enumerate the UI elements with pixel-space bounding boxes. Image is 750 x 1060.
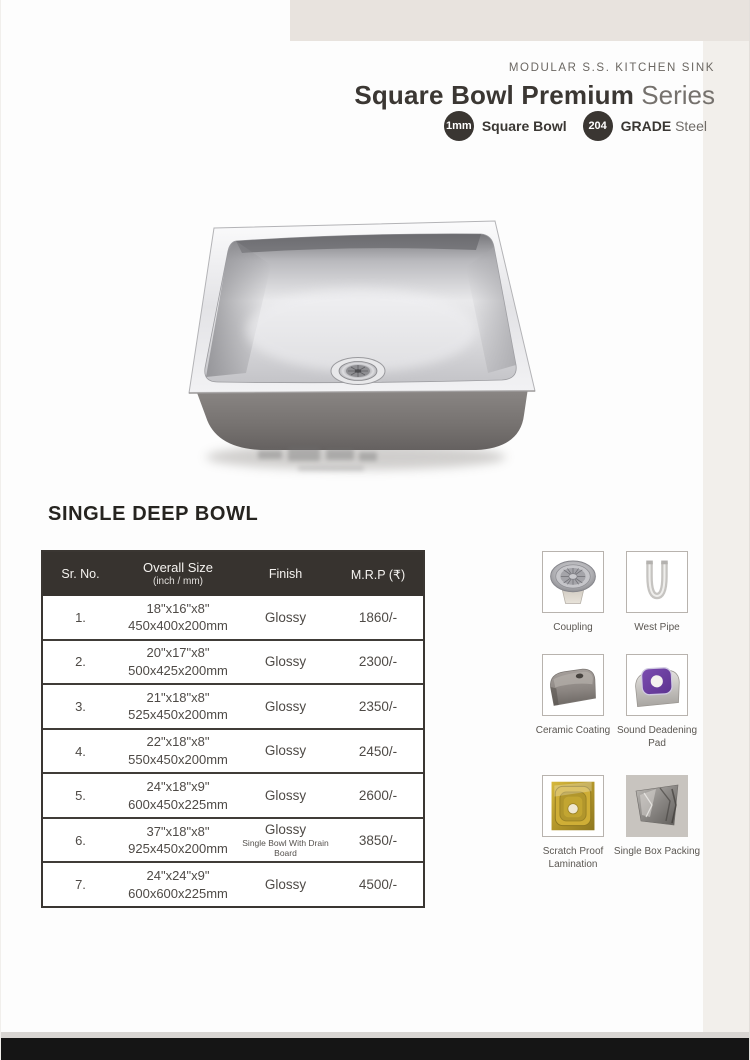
cell-mrp: 1860/- — [358, 609, 398, 625]
spec-badges — [444, 111, 715, 141]
feature-label: Single Box Packing — [613, 846, 701, 857]
cell-size-mm: 525x450x200mm — [128, 707, 228, 723]
feature-label: Scratch Proof Lamination — [542, 846, 604, 870]
spec-table — [41, 550, 425, 908]
page-title — [354, 80, 715, 111]
feature-label: Coupling — [553, 622, 593, 633]
cell-size-mm: 500x425x200mm — [128, 662, 228, 678]
cell-finish-main: Glossy — [264, 743, 307, 759]
section-title: SINGLE DEEP BOWL — [48, 503, 259, 525]
cell-finish — [238, 877, 333, 893]
scratch-proof-lamination-icon — [542, 775, 604, 837]
table-row — [43, 817, 423, 862]
photo-smudge — [288, 447, 320, 461]
col-header-mrp: M.R.P (₹) — [350, 567, 406, 582]
cell-sr: 4. — [75, 743, 86, 759]
right-edge-strip — [703, 41, 750, 1032]
cell-size — [118, 867, 238, 902]
cell-finish-main: Glossy — [264, 698, 307, 714]
waste-pipe-icon — [626, 551, 688, 613]
table-row — [43, 683, 423, 728]
cell-size-inch: 18"x16"x8" — [146, 600, 210, 616]
cell-size-mm: 450x400x200mm — [128, 618, 228, 634]
feature-coupling — [528, 551, 618, 634]
cell-size — [118, 600, 238, 635]
cell-mrp: 3850/- — [358, 832, 398, 848]
feature-label: Ceramic Coating — [535, 725, 611, 736]
grade-label-light: Steel — [671, 118, 707, 134]
table-row — [43, 728, 423, 773]
cell-sr: 1. — [75, 609, 86, 625]
col-header-size-sub: (inch / mm) — [153, 575, 203, 587]
cell-size — [118, 644, 238, 679]
cell-finish-main: Glossy — [264, 609, 307, 625]
cell-size-mm: 925x450x200mm — [128, 841, 228, 857]
feature-label: Sound Deadening Pad — [616, 725, 698, 749]
col-header-finish: Finish — [268, 567, 303, 581]
cell-finish — [238, 788, 333, 804]
grade-badge: 204 — [583, 111, 613, 141]
photo-smudge — [258, 450, 282, 459]
photo-smudge — [298, 466, 364, 471]
cell-sr: 7. — [75, 877, 86, 893]
sound-deadening-pad-icon — [626, 654, 688, 716]
feature-west-pipe — [612, 551, 702, 634]
cell-mrp: 4500/- — [358, 877, 398, 893]
cell-finish-note: Single Bowl With Drain Board — [242, 838, 329, 859]
table-row — [43, 772, 423, 817]
table-row — [43, 596, 423, 639]
eyebrow-text: MODULAR S.S. KITCHEN SINK — [508, 62, 715, 74]
cell-size — [118, 823, 238, 858]
page-title-light: Series — [634, 80, 715, 110]
page-title-bold: Square Bowl Premium — [354, 80, 635, 110]
col-header-sr: Sr. No. — [61, 567, 100, 581]
drain-hole — [331, 358, 385, 385]
sink-underbody — [196, 388, 528, 450]
photo-smudge — [359, 452, 377, 461]
grade-label — [621, 118, 707, 134]
feature-label: West Pipe — [634, 622, 680, 633]
cell-mrp: 2600/- — [358, 788, 398, 804]
cell-size-mm: 600x600x225mm — [128, 885, 228, 901]
table-header-row — [43, 552, 423, 596]
table-row — [43, 861, 423, 906]
cell-mrp: 2450/- — [358, 743, 398, 759]
cell-finish — [238, 822, 333, 859]
cell-size-mm: 550x450x200mm — [128, 752, 228, 768]
feature-box-packing — [612, 775, 702, 858]
cell-size-inch: 21"x18"x8" — [146, 689, 210, 705]
cell-finish-main: Glossy — [264, 654, 307, 670]
top-beige-band — [290, 0, 750, 41]
cell-finish-main: Glossy — [264, 821, 307, 837]
cell-sr: 3. — [75, 698, 86, 714]
cell-mrp: 2350/- — [358, 698, 398, 714]
photo-smudge — [326, 449, 354, 460]
feature-scratch-proof — [528, 775, 618, 871]
footer-bar — [1, 1038, 750, 1060]
cell-finish-main: Glossy — [264, 877, 307, 892]
cell-finish — [238, 654, 333, 670]
cell-sr: 2. — [75, 654, 86, 670]
thickness-badge: 1mm — [444, 111, 474, 141]
single-box-packing-icon — [626, 775, 688, 837]
cell-size-inch: 22"x18"x8" — [146, 734, 210, 750]
cell-size-inch: 37"x18"x8" — [146, 823, 210, 839]
cell-finish — [238, 743, 333, 759]
ceramic-coating-icon — [542, 654, 604, 716]
cell-sr: 5. — [75, 788, 86, 804]
cell-size — [118, 778, 238, 813]
col-header-size-main: Overall Size — [142, 559, 214, 575]
grade-label-bold: GRADE — [620, 118, 672, 134]
table-row — [43, 639, 423, 684]
cell-size-inch: 24"x24"x9" — [146, 868, 210, 884]
cell-size-inch: 24"x18"x9" — [146, 779, 210, 795]
product-photo-sink — [176, 205, 546, 495]
cell-size — [118, 689, 238, 724]
col-header-size — [118, 560, 238, 589]
cell-size-inch: 20"x17"x8" — [146, 645, 210, 661]
cell-finish-main: Glossy — [264, 787, 307, 803]
cell-mrp: 2300/- — [358, 654, 398, 670]
feature-sound-pad — [612, 654, 702, 750]
cell-finish — [238, 610, 333, 626]
thickness-label: Square Bowl — [481, 118, 567, 134]
cell-size-mm: 600x450x225mm — [128, 796, 228, 812]
cell-sr: 6. — [75, 832, 86, 848]
coupling-icon — [542, 551, 604, 613]
cell-size — [118, 733, 238, 768]
cell-finish — [238, 699, 333, 715]
feature-ceramic-coating — [528, 654, 618, 737]
